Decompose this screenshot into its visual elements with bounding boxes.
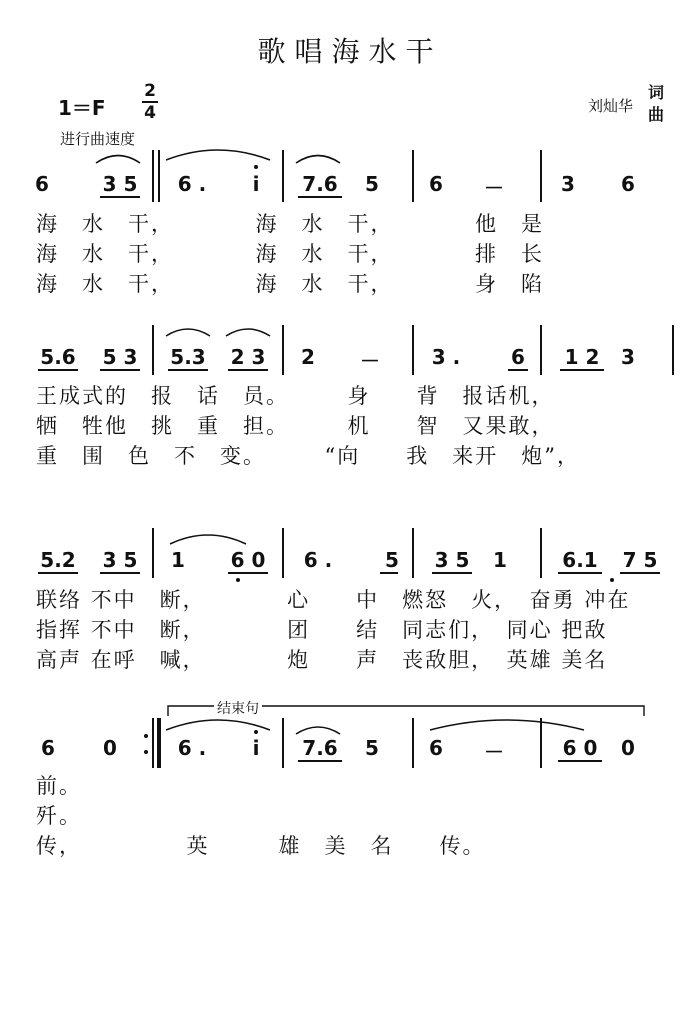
note: 0 [621,736,635,760]
note: 5 [365,736,379,760]
note: i [252,172,260,196]
lyric-line: 歼。 [36,804,82,828]
note: 6 [429,736,443,760]
note: 6 [35,172,49,196]
note: 5 [385,548,399,572]
note: 6 [511,345,525,369]
note: 3 5 [102,548,138,572]
lyric-line: 高声 在呼 喊， 炮 声 丧敌胆， 英雄 美名 [36,648,608,672]
key-signature: 1＝F [58,96,106,120]
note: 6.1 [562,548,598,572]
note: 7.6 [302,736,338,760]
note: 1 [171,548,185,572]
note: 5 [365,172,379,196]
note: 6 [621,172,635,196]
song-title: 歌唱海水干 [257,35,443,68]
note: 5.6 [40,345,76,369]
note: 1 2 [564,345,600,369]
note: 6 [41,736,55,760]
note: 3 . [431,345,461,369]
note: 5 3 [102,345,138,369]
note: 3 5 [102,172,138,196]
lyric-line: 重 围 色 不 变。 “向 我 来开 炮”， [36,444,580,468]
note: 6 . [177,172,207,196]
note: 6 . [303,548,333,572]
note: 5.2 [40,548,76,572]
note: i [252,736,260,760]
note: 3 [621,345,635,369]
lyric-line: 指挥 不中 断， 团 结 同志们， 同心 把敌 [36,618,608,642]
meter-top: 2 [144,81,156,101]
note: 2 [301,345,315,369]
note: 2 3 [230,345,266,369]
note: 1 [493,548,507,572]
note: 6 [429,172,443,196]
note: 3 [561,172,575,196]
note: － [484,740,504,764]
lyric-line: 海 水 干， 海 水 干， 他 是 [36,212,544,236]
music-credit-mark: 曲 [648,105,665,124]
lyric-line: 王成式的 报 话 员。 身 背 报话机， [36,384,555,408]
lyric-line: 传， 英 雄 美 名 传。 [36,834,486,858]
note: 5.3 [170,345,206,369]
meter-bottom: 4 [144,103,156,123]
lyric-line: 海 水 干， 海 水 干， 排 长 [36,242,544,266]
note: 6 . [177,736,207,760]
note: 7.6 [302,172,338,196]
lyric-line: 联络 不中 断， 心 中 燃怒 火， 奋勇 冲在 [36,588,631,612]
note: － [484,176,504,200]
note: 6 0 [230,548,266,572]
lyrics-credit-mark: 词 [648,83,665,102]
lyric-line: 前。 [36,774,82,798]
note: 6 0 [562,736,598,760]
note: 3 5 [434,548,470,572]
lyric-line: 牺 牲他 挑 重 担。 机 智 又果敢， [36,414,555,438]
note: 7 5 [622,548,658,572]
tempo-marking: 进行曲速度 [60,130,136,148]
lyric-line: 海 水 干， 海 水 干， 身 陷 [36,272,544,296]
note: － [360,349,380,373]
ending-label: 结束句 [214,698,262,718]
composer-name: 刘灿华 [588,97,634,115]
note: 0 [103,736,117,760]
